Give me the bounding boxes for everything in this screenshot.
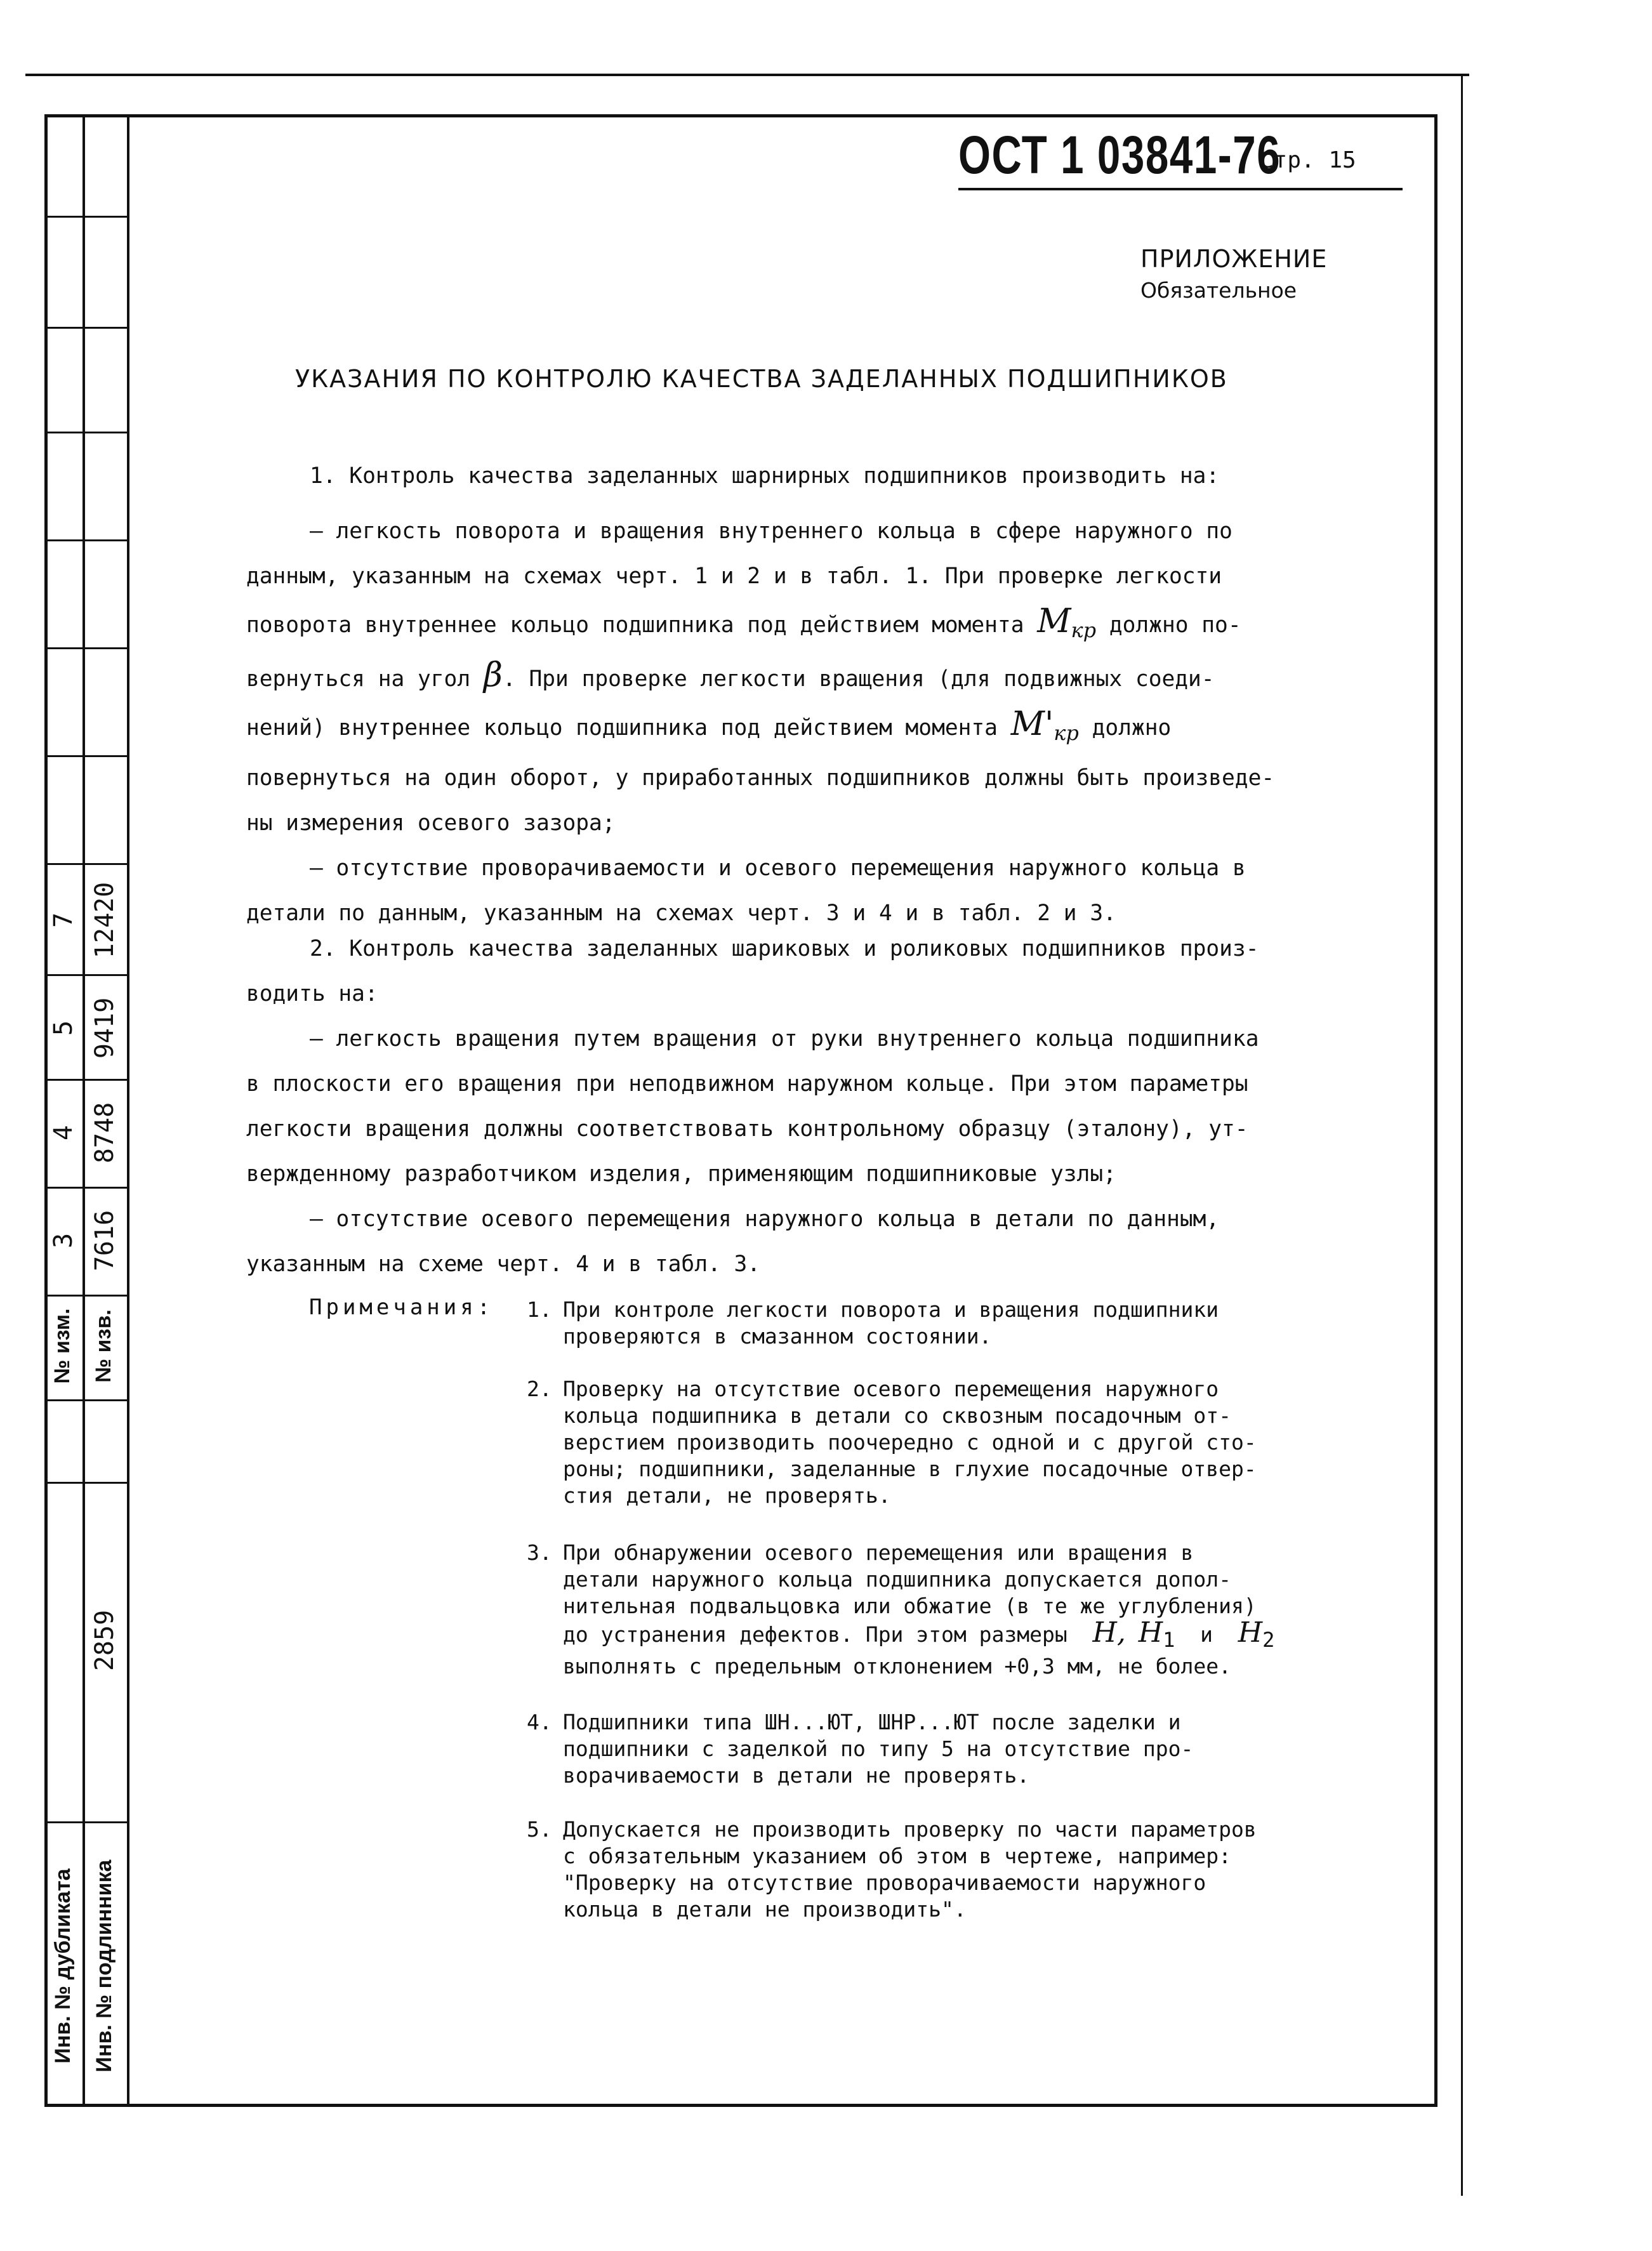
section-1 (246, 454, 1325, 936)
notice-number: 8748 (90, 1102, 119, 1164)
text-line: – отсутствие осевого перемещения наружного кольца в детали по данным, (310, 1206, 1220, 1232)
notes-heading: Примечания: (309, 1295, 494, 1320)
note-number: 3. (527, 1540, 552, 1565)
note-line: кольца в детали не производить". (563, 1897, 967, 1922)
header-underline (958, 188, 1403, 190)
rev-number: 5 (49, 1020, 78, 1036)
side-rule (44, 1295, 129, 1297)
frame-right (1434, 114, 1437, 2107)
frame-left-mid (83, 114, 85, 2107)
text-fragment: . При проверке легкости вращения (для подвижных соеди- (502, 666, 1215, 692)
text-fragment: должно (1092, 715, 1172, 741)
note-number: 4. (527, 1710, 552, 1734)
note-number: 5. (527, 1817, 552, 1842)
text-line: повернуться на один оборот, у приработанных подшипников должны быть произведе- (246, 765, 1275, 791)
torque-subscript: кр (1071, 618, 1097, 642)
note-text (563, 1297, 1219, 1350)
note-text (563, 1709, 1193, 1789)
side-rule (44, 863, 129, 865)
side-rule (44, 1187, 129, 1189)
rev-number: 4 (49, 1125, 78, 1141)
text-line: ны измерения осевого зазора; (246, 810, 616, 836)
side-rule (44, 327, 129, 329)
dim-h2: H (1238, 1616, 1263, 1649)
text-fragment: до устранения дефектов. При этом размеры (563, 1622, 1067, 1647)
torque-subscript: кр (1054, 721, 1079, 745)
notice-header: № изв. (91, 1309, 116, 1383)
text-line: в плоскости его вращения при неподвижном наружном кольце. При этом параметры (246, 1071, 1248, 1097)
dim-h1-sub: 1 (1163, 1628, 1175, 1652)
note-text (563, 1376, 1257, 1509)
note-line: детали наружного кольца подшипника допускается допол- (563, 1567, 1231, 1592)
text-line (246, 653, 1325, 702)
note-line: нительная подвальцовка или обжатие (в те же углубления) (563, 1594, 1257, 1618)
note-line: проверяются в смазанном состоянии. (563, 1324, 992, 1349)
notice-number: 12420 (90, 881, 119, 959)
angle-symbol: β (483, 656, 503, 694)
side-rule (44, 974, 129, 976)
text-line: 2. Контроль качества заделанных шариковых и роликовых подшипников произ- (310, 936, 1259, 961)
text-line (246, 599, 1325, 653)
text-line: – отсутствие проворачиваемости и осевого перемещения наружного кольца в (310, 855, 1246, 881)
note-line: "Проверку на отсутствие проворачиваемости наружного (563, 1870, 1206, 1895)
text-line: детали по данным, указанным на схемах черт. 3 и 4 и в табл. 2 и 3. (246, 901, 1116, 926)
notice-number: 9419 (90, 997, 119, 1059)
text-line: вержденному разработчиком изделия, применяющим подшипниковые узлы; (246, 1161, 1116, 1187)
torque-symbol-prime: М' (1010, 705, 1054, 743)
duplicate-label: Инв. № дубликата (51, 1868, 75, 2064)
text-line: данным, указанным на схемах черт. 1 и 2 и в табл. 1. При проверке легкости (246, 564, 1222, 589)
note-line: Подшипники типа ШН...ЮТ, ШНР...ЮТ после заделки и (563, 1710, 1181, 1734)
note-line: При контроле легкости поворота и вращения подшипники (563, 1297, 1219, 1322)
text-line: 1. Контроль качества заделанных шарнирных подшипников производить на: (310, 463, 1220, 489)
note-text (563, 1540, 1274, 1680)
side-rule (44, 432, 129, 433)
note-line: с обязательным указанием об этом в чертеже, например: (563, 1844, 1231, 1868)
note-line: Допускается не производить проверку по части параметров (563, 1817, 1257, 1842)
note-line: кольца подшипника в детали со сквозным посадочным от- (563, 1403, 1231, 1428)
text-fragment: вернуться на угол (246, 666, 471, 692)
side-rule (44, 539, 129, 541)
text-line: – легкость вращения путем вращения от руки внутреннего кольца подшипника (310, 1026, 1259, 1052)
rev-number: 7 (49, 912, 78, 928)
dim-h: H, (1092, 1616, 1126, 1649)
side-rule (44, 1399, 129, 1401)
note-line: верстием производить поочередно с одной и с другой сто- (563, 1430, 1257, 1455)
side-rule (44, 755, 129, 757)
section-2 (246, 927, 1325, 1287)
side-rule (44, 1482, 129, 1484)
frame-left-outer (44, 114, 48, 2107)
rev-number: 3 (49, 1232, 78, 1249)
note-line (563, 1616, 1275, 1653)
page-label: Стр. 15 (1260, 147, 1356, 173)
frame-top (44, 114, 1437, 117)
dim-h2-sub: 2 (1262, 1628, 1275, 1652)
notice-number: 7616 (90, 1210, 119, 1272)
top-rule (25, 74, 1469, 76)
note-line: роны; подшипники, заделанные в глухие посадочные отвер- (563, 1456, 1257, 1481)
side-rule (44, 1079, 129, 1081)
side-rule (44, 1821, 129, 1823)
document-title: УКАЗАНИЯ ПО КОНТРОЛЮ КАЧЕСТВА ЗАДЕЛАННЫХ ПОДШИПНИКОВ (295, 365, 1228, 393)
note-line: выполнять с предельным отклонением +0,3 мм, не более. (563, 1654, 1231, 1679)
note-line: ворачиваемости в детали не проверять. (563, 1763, 1030, 1788)
text-fragment: должно по- (1109, 612, 1241, 638)
note-number: 1. (527, 1297, 552, 1322)
appendix-title: ПРИЛОЖЕНИЕ (1140, 245, 1328, 273)
note-line: подшипники с заделкой по типу 5 на отсутствие про- (563, 1736, 1194, 1761)
original-inv-value: 2859 (90, 1609, 119, 1672)
side-rule (44, 216, 129, 218)
text-line: водить на: (246, 981, 378, 1007)
note-line: Проверку на отсутствие осевого перемещения наружного (563, 1376, 1219, 1401)
torque-symbol: М (1037, 602, 1071, 640)
frame-bottom (44, 2104, 1437, 2107)
right-edge-line (1461, 76, 1463, 2196)
appendix-status: Обязательное (1140, 278, 1297, 303)
text-fragment: поворота внутреннее кольцо подшипника под действием момента (246, 612, 1024, 638)
note-number: 2. (527, 1376, 552, 1401)
note-line: стия детали, не проверять. (563, 1483, 891, 1508)
frame-left-inner (127, 114, 129, 2107)
text-fragment: и (1200, 1622, 1213, 1647)
note-text (563, 1816, 1257, 1923)
original-label: Инв. № подлинника (92, 1859, 116, 2073)
text-line (246, 702, 1325, 756)
dim-h1: H (1138, 1616, 1163, 1649)
text-fragment: нений) внутреннее кольцо подшипника под действием момента (246, 715, 998, 741)
text-line: легкости вращения должны соответствовать контрольному образцу (эталону), ут- (246, 1116, 1248, 1142)
rev-header: № изм. (50, 1308, 74, 1384)
side-rule (44, 647, 129, 649)
text-line: – легкость поворота и вращения внутреннего кольца в сфере наружного по (310, 518, 1232, 544)
text-line: указанным на схеме черт. 4 и в табл. 3. (246, 1251, 761, 1277)
note-line: При обнаружении осевого перемещения или вращения в (563, 1540, 1194, 1565)
standard-code: ОСТ 1 03841-76 (958, 125, 1281, 185)
